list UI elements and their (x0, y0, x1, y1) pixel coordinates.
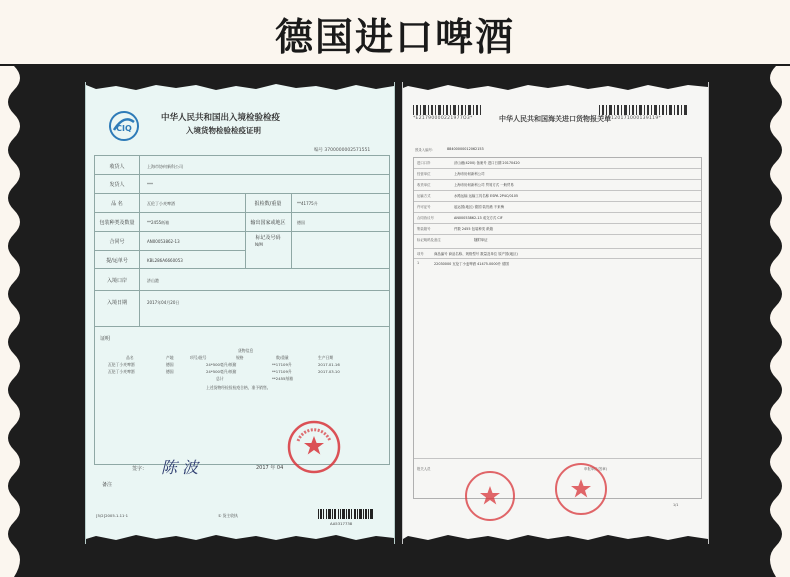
proof-line-1-origin: 德国 (166, 362, 174, 367)
pre-entry-value: 88400000012062153 (447, 147, 484, 151)
marks-value: N/M (255, 242, 263, 247)
inspection-certificate (86, 83, 394, 543)
container-value: 件数 2455 包装种类 纸箱 (454, 227, 493, 231)
page-marker: 1/1 (673, 503, 679, 507)
signature-label: 签字： (132, 466, 148, 472)
proof-line-2-origin: 德国 (166, 369, 174, 374)
port-label: 进口口岸 (417, 161, 431, 165)
proof-line-2-spec: 24*500毫升/纸箱 (206, 369, 237, 374)
consignee-label: 收货人 (109, 164, 125, 170)
customs-code-left: *E21790000221977O3* (413, 116, 473, 121)
bill-of-lading-label: 提/运单号 (106, 258, 128, 264)
entry-port-label: 入境口岸 (106, 278, 127, 284)
origin-country-value: 德国 (297, 220, 305, 225)
entry-date-label: 入境日期 (106, 300, 127, 306)
license-value: 起运国(地区) 德国 装货港 不来梅 (454, 205, 504, 209)
left-scallop-decoration (0, 66, 26, 577)
bill-of-lading-value: KBL286A6660053 (147, 258, 183, 263)
barcode-icon (599, 105, 689, 115)
contract-value: AN00053862-13 成交方式 CIF (454, 216, 503, 220)
signature: 陈 波 (161, 458, 199, 477)
customs-code-right: *220120171000139119* (599, 116, 662, 121)
quantity-label: 报检数/重量 (254, 201, 282, 207)
proof-total-label: 总计 (216, 376, 224, 381)
torn-edge-top (403, 82, 708, 94)
marks-value: 随附单证 (474, 238, 488, 242)
right-scallop-decoration (764, 66, 790, 577)
contract-label: 合同协议号 (417, 216, 434, 220)
proof-line-2-date: 2017.03.10 (318, 369, 340, 374)
goods-info-header: 货物信息 (238, 348, 254, 353)
conclusion-text: 上述货物经检验检疫合格，准予销售。 (206, 385, 271, 390)
col-production-date: 生产日期 (318, 355, 334, 360)
barcode-icon (413, 105, 483, 115)
torn-edge-bottom (403, 532, 708, 544)
torn-edge-top (86, 82, 394, 94)
certificate-grid (94, 155, 390, 465)
proof-line-2-qty: **17109升 (272, 369, 292, 374)
entry-port-value: 济山港 (147, 278, 159, 283)
ciq-logo-icon (108, 110, 140, 142)
remarks-label: 备注 (102, 482, 113, 488)
declaring-unit-label: 申报单位(签章) (584, 467, 607, 471)
receiver-value: 上海市协何新科公司 贸易方式 一般贸易 (454, 183, 514, 187)
packing-value: **2455纸箱 (147, 220, 170, 225)
customs-broker-seal-icon (463, 469, 517, 523)
origin-country-label: 输出国家或地区 (250, 220, 286, 226)
packing-label: 包装种类及数量 (99, 220, 135, 226)
copy-label: ① 货主收执 (218, 513, 238, 518)
inspection-seal-icon (286, 419, 342, 475)
proof-line-1-date: 2017.01.16 (318, 362, 340, 367)
svg-text:CIQ: CIQ (116, 124, 132, 133)
col-spec: 规格 (236, 355, 244, 360)
proof-total-value: **2455纸箱 (272, 376, 294, 381)
transport-label: 运输方式 (417, 194, 431, 198)
certificate-title: 中华人民共和国出入境检验检疫 (161, 113, 281, 123)
item-1-number: 1 (417, 261, 420, 265)
col-quantity: 数/重量 (276, 355, 289, 360)
pre-entry-label: 预录入编号： (415, 148, 436, 152)
consignor-label: 发货人 (109, 182, 125, 188)
col-origin: 产地 (166, 355, 174, 360)
certificate-serial: 编号 3700000002571551 (314, 148, 371, 153)
contract-value: AN00053862-13 (147, 239, 180, 244)
operator-value: 上海市协何新科公司 (454, 172, 485, 176)
marks-label: 标记及号码 (255, 235, 281, 241)
marks-label: 标记唛码及备注 (417, 238, 441, 242)
consignor-value: *** (147, 182, 153, 187)
port-value: 济山港(4200) 备案号 进口日期 20170420 (454, 161, 520, 165)
page-title: 德国进口啤酒 (274, 15, 515, 59)
proof-line-1-name: 瓦伦丁小麦啤酒 (108, 362, 135, 367)
proof-label: 证明 (100, 336, 111, 342)
license-label: 许可证号 (417, 205, 431, 209)
product-label: 品 名 (111, 201, 123, 207)
transport-value: 水路运输 运输工具名称 ESPA 2P4C/0105 (454, 194, 519, 198)
operator-label: 经营单位 (417, 172, 431, 176)
proof-line-1-qty: **17109升 (272, 362, 292, 367)
declarant-label: 报关人员 (417, 467, 431, 471)
proof-line-1-spec: 24*500毫升/纸箱 (206, 362, 237, 367)
item-1-value: 22030000 瓦伦丁小麦啤酒 41475.0000升 德国 (434, 262, 509, 266)
consignee-value: 上海市协何新科公司 (147, 164, 183, 169)
barcode-number: AA5317738 (330, 521, 353, 526)
barcode-icon (318, 509, 374, 519)
customs-declaration (403, 83, 708, 543)
receiver-label: 收货单位 (417, 183, 431, 187)
product-value: 瓦伦丁小麦啤酒 (147, 201, 175, 206)
customs-form-grid (413, 157, 702, 499)
torn-edge-bottom (86, 532, 394, 544)
customs-title: 中华人民共和国海关进口货物报关单 (499, 115, 611, 123)
item-header-value: 商品编号 商品名称、规格型号 数量及单位 原产国(地区) (434, 252, 518, 256)
sign-date: 2017 年 04 (256, 465, 284, 471)
contract-label: 合同号 (109, 239, 125, 245)
entry-date-value: 2017年04月20日 (147, 300, 180, 305)
company-seal-icon (553, 461, 609, 517)
container-label: 集装箱号 (417, 227, 431, 231)
certificate-subtitle: 入境货物检验检疫证明 (186, 126, 261, 135)
col-item-lot: 项号/批号 (190, 355, 207, 360)
proof-line-2-name: 瓦伦丁小麦啤酒 (108, 369, 135, 374)
col-product-name: 品名 (126, 355, 134, 360)
item-header-label: 项号 (417, 252, 424, 256)
quantity-value: **41775升 (297, 201, 318, 206)
form-code: [5/2]2005.1.11·1 (96, 513, 129, 518)
